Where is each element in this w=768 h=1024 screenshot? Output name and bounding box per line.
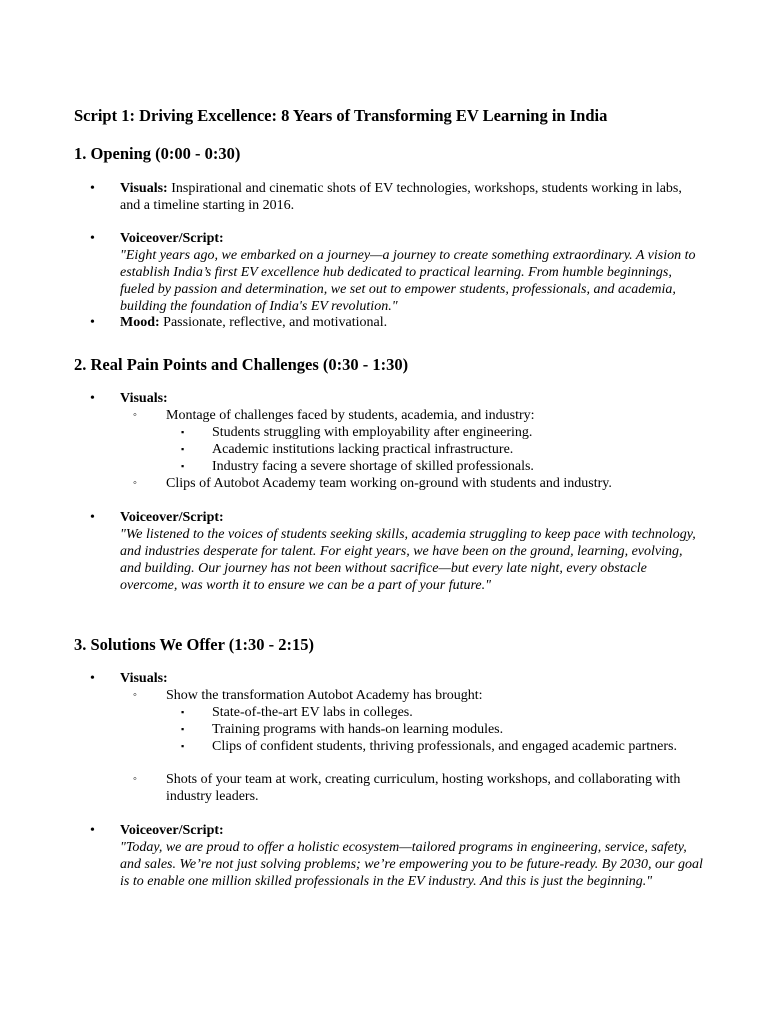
document-title: Script 1: Driving Excellence: 8 Years of Transforming EV Learning in India xyxy=(74,106,608,125)
section-2-sub-item-1: Montage of challenges faced by students, academia, and industry: xyxy=(166,408,535,423)
section-2-sub-item-2: Clips of Autobot Academy team working on-ground with students and industry. xyxy=(166,476,612,491)
voiceover-text: "Eight years ago, we embarked on a journey—a journey to create something extraordinary. A vision to establish India’s first EV excellence hub dedicated to practical learning. From humble beginnings, fueled by passion and determination, we set out to empower students, professionals, and academia, building the foundation of India's EV revolution." xyxy=(120,248,696,314)
bullet: • xyxy=(90,671,95,686)
section-3-solution-item: Training programs with hands-on learning modules. xyxy=(212,722,504,737)
sub-sub-bullet: ▪ xyxy=(181,707,185,717)
mood-text: Passionate, reflective, and motivational. xyxy=(163,315,388,330)
sub-sub-bullet: ▪ xyxy=(181,444,185,454)
bullet: • xyxy=(90,231,95,246)
sub-bullet: ◦ xyxy=(133,409,137,421)
voiceover-label: Voiceover/Script: xyxy=(120,510,224,525)
section-3-solution-item: State-of-the-art EV labs in colleges. xyxy=(212,705,413,720)
section-3-heading: 3. Solutions We Offer (1:30 - 2:15) xyxy=(74,635,314,654)
section-1-heading: 1. Opening (0:00 - 0:30) xyxy=(74,144,241,163)
sub-bullet: ◦ xyxy=(133,773,137,785)
visuals-label: Visuals: xyxy=(120,671,168,686)
section-1-mood xyxy=(120,314,705,331)
section-1-voiceover xyxy=(120,230,705,315)
bullet: • xyxy=(90,315,95,330)
visuals-label: Visuals: xyxy=(120,181,168,196)
voiceover-label: Voiceover/Script: xyxy=(120,231,224,246)
voiceover-text: "Today, we are proud to offer a holistic ecosystem—tailored programs in engineering, service, safety, and sales. We’re not just solving problems; we’re empowering you to be future-ready. By 2030, our goal is to enable one million skilled professionals in the EV industry. And this is just the beginning." xyxy=(120,840,703,889)
sub-bullet: ◦ xyxy=(133,689,137,701)
section-3-voiceover xyxy=(120,822,705,890)
sub-sub-bullet: ▪ xyxy=(181,724,185,734)
bullet: • xyxy=(90,510,95,525)
voiceover-text: "We listened to the voices of students seeking skills, academia struggling to keep pace with technology, and industries desperate for talent. For eight years, we have been on the ground, learning, evolving, and building. Our journey has not been without sacrifice—but every late night, every obstacle overcome, was worth it to ensure we can be a part of your future." xyxy=(120,527,696,593)
visuals-text: Inspirational and cinematic shots of EV technologies, workshops, students working in labs, and a timeline starting in 2016. xyxy=(120,181,682,213)
section-2-challenge-item: Academic institutions lacking practical infrastructure. xyxy=(212,442,514,457)
section-3-visuals-label xyxy=(120,670,705,687)
section-2-voiceover xyxy=(120,509,705,594)
sub-sub-bullet: ▪ xyxy=(181,461,185,471)
section-3-sub-item-2: Shots of your team at work, creating curriculum, hosting workshops, and collaborating with industry leaders. xyxy=(166,772,681,804)
section-1-visuals xyxy=(120,180,705,214)
section-2-challenge-item: Industry facing a severe shortage of skilled professionals. xyxy=(212,459,534,474)
sub-sub-bullet: ▪ xyxy=(181,427,185,437)
visuals-label: Visuals: xyxy=(120,391,168,406)
section-2-visuals-label xyxy=(120,390,705,407)
bullet: • xyxy=(90,823,95,838)
section-3-solution-item: Clips of confident students, thriving professionals, and engaged academic partners. xyxy=(212,739,677,754)
section-3-sub-item-1: Show the transformation Autobot Academy has brought: xyxy=(166,688,483,703)
mood-label: Mood: xyxy=(120,315,160,330)
bullet: • xyxy=(90,391,95,406)
voiceover-label: Voiceover/Script: xyxy=(120,823,224,838)
section-2-heading: 2. Real Pain Points and Challenges (0:30 - 1:30) xyxy=(74,355,409,374)
sub-sub-bullet: ▪ xyxy=(181,741,185,751)
section-2-challenge-item: Students struggling with employability after engineering. xyxy=(212,425,533,440)
bullet: • xyxy=(90,181,95,196)
sub-bullet: ◦ xyxy=(133,477,137,489)
